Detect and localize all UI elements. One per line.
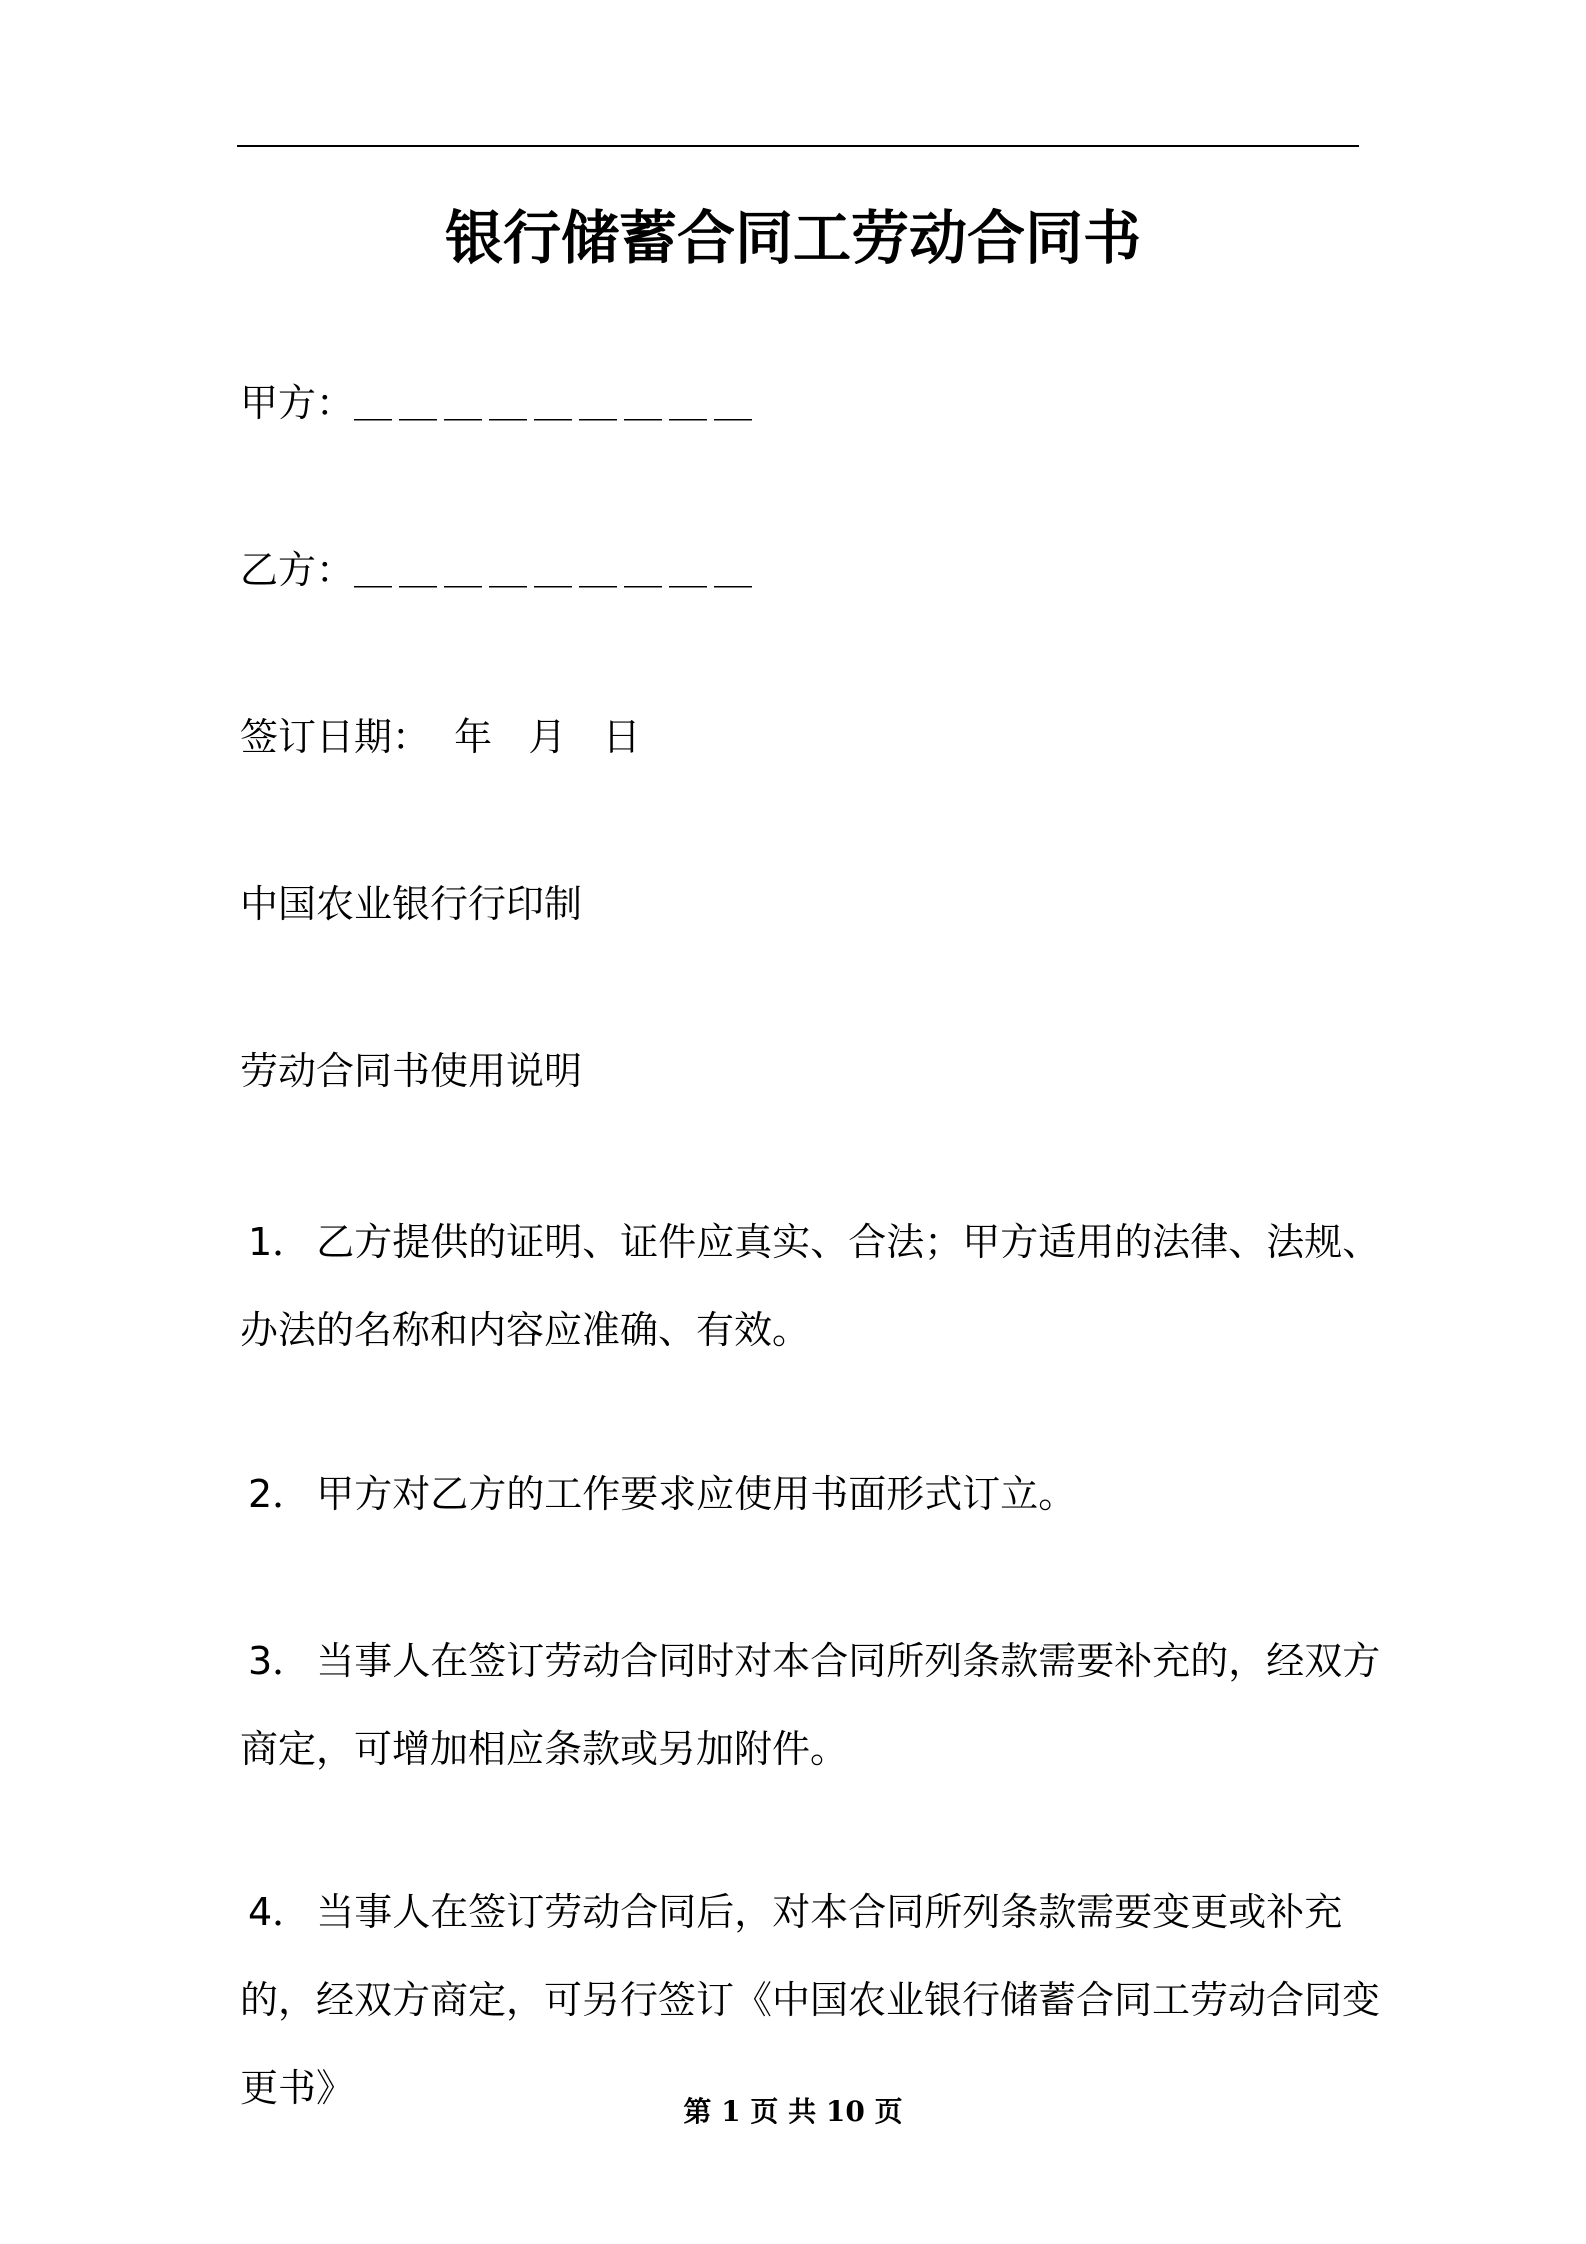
item-number: 3． xyxy=(248,1639,311,1683)
item-text: 当事人在签订劳动合同时对本合同所列条款需要补充的，经双方商定，可增加相应条款或另加附件。 xyxy=(240,1639,1381,1771)
party-a-label: 甲方： xyxy=(240,381,355,425)
header-rule xyxy=(237,145,1359,147)
instruction-item-1 xyxy=(240,1198,1400,1374)
instruction-item-3 xyxy=(240,1617,1400,1793)
party-a-line xyxy=(240,378,759,428)
sign-date-line: 签订日期： 年 月 日 xyxy=(240,715,641,759)
item-number: 1． xyxy=(248,1220,311,1264)
item-text: 甲方对乙方的工作要求应使用书面形式订立。 xyxy=(316,1472,1077,1516)
document-title: 银行储蓄合同工劳动合同书 xyxy=(444,204,1141,272)
party-b-blank: ＿＿＿＿＿＿＿＿＿ xyxy=(354,548,760,592)
instruction-item-2 xyxy=(240,1450,1400,1538)
item-text: 当事人在签订劳动合同后，对本合同所列条款需要变更或补充的，经双方商定，可另行签订《中国农业银行储蓄合同工劳动合同变更书》 xyxy=(240,1890,1381,2110)
party-a-blank: ＿＿＿＿＿＿＿＿＿ xyxy=(354,381,760,425)
party-b-line xyxy=(240,545,759,595)
item-text: 乙方提供的证明、证件应真实、合法；甲方适用的法律、法规、办法的名称和内容应准确、有效。 xyxy=(240,1220,1381,1352)
printer-line: 中国农业银行行印制 xyxy=(240,882,583,926)
instructions-heading: 劳动合同书使用说明 xyxy=(240,1049,583,1093)
item-number: 2． xyxy=(248,1472,311,1516)
item-number: 4． xyxy=(248,1890,311,1934)
page-number-footer: 第 1 页 共 10 页 xyxy=(683,2095,903,2128)
party-b-label: 乙方： xyxy=(240,548,355,592)
